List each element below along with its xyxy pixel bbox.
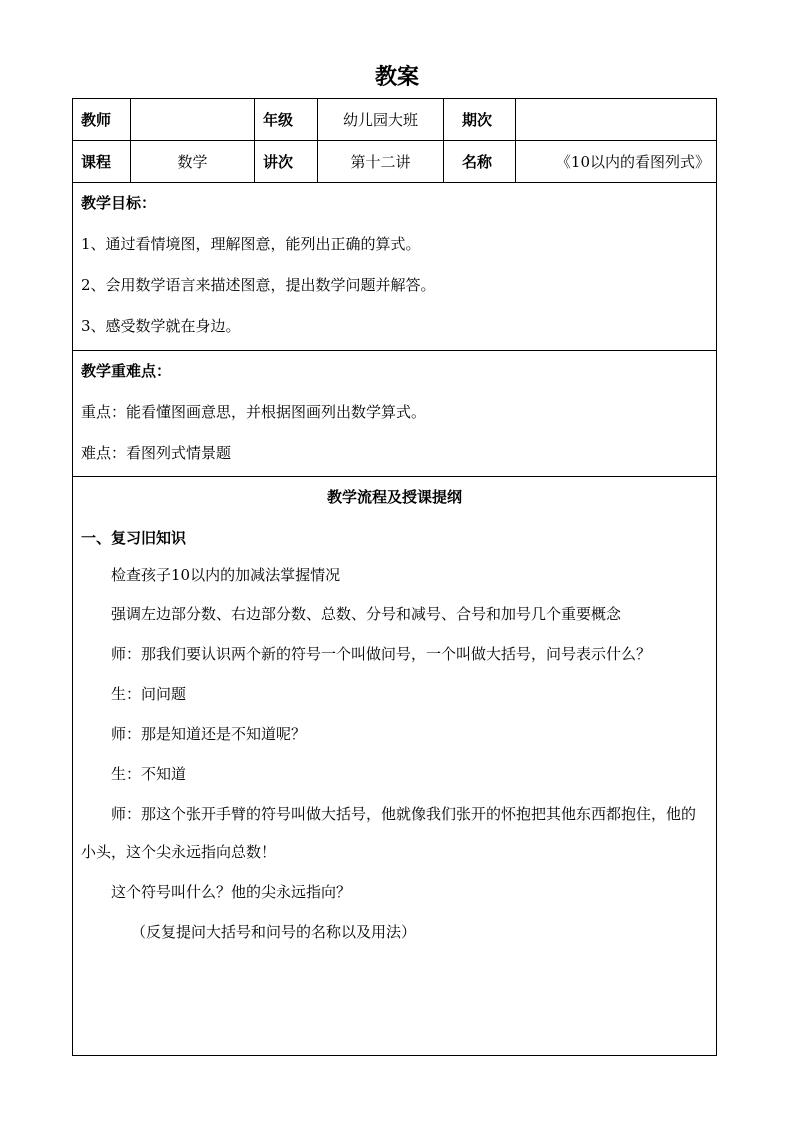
name-label: 名称 xyxy=(444,141,516,183)
period-value xyxy=(516,99,717,141)
process-paragraph: 师：那我们要认识两个新的符号一个叫做问号，一个叫做大括号，问号表示什么？ xyxy=(111,645,652,663)
process-paragraph: （反复提问大括号和问号的名称以及用法） xyxy=(131,923,417,941)
objectives-heading: 教学目标： xyxy=(81,194,157,212)
objective-item: 1、通过看情境图，理解图意，能列出正确的算式。 xyxy=(81,235,421,253)
grade-value: 幼儿园大班 xyxy=(318,99,444,141)
header-row-1 xyxy=(73,99,717,141)
objective-item: 3、感受数学就在身边。 xyxy=(81,317,241,335)
course-value: 数学 xyxy=(131,141,255,183)
keypoints-heading: 教学重难点： xyxy=(81,362,172,380)
teacher-value xyxy=(131,99,255,141)
keypoints-row xyxy=(73,351,717,477)
lecture-label: 讲次 xyxy=(255,141,318,183)
teacher-label: 教师 xyxy=(73,99,131,141)
objectives-row xyxy=(73,183,717,351)
lecture-value: 第十二讲 xyxy=(318,141,444,183)
process-section xyxy=(73,477,717,1056)
keypoint-item: 重点：能看懂图画意思，并根据图画列出数学算式。 xyxy=(81,403,427,421)
process-paragraph: 师：那是知道还是不知道呢？ xyxy=(111,725,307,743)
period-label: 期次 xyxy=(444,99,516,141)
process-heading: 教学流程及授课提纲 xyxy=(326,488,462,506)
keypoints-section xyxy=(73,351,717,477)
process-paragraph: 生：问问题 xyxy=(111,685,187,703)
objectives-section xyxy=(73,183,717,351)
process-paragraph: 这个符号叫什么？他的尖永远指向？ xyxy=(111,883,352,901)
process-paragraph: 检查孩子10以内的加减法掌握情况 xyxy=(111,566,341,584)
grade-label: 年级 xyxy=(255,99,318,141)
course-label: 课程 xyxy=(73,141,131,183)
process-paragraph: 师：那这个张开手臂的符号叫做大括号，他就像我们张开的怀抱把其他东西都抱住，他的小头，这个尖永远指向总数！ xyxy=(81,805,697,861)
objective-item: 2、会用数学语言来描述图意，提出数学问题并解答。 xyxy=(81,276,436,294)
page-title: 教案 xyxy=(374,65,419,90)
section-1-title: 一、复习旧知识 xyxy=(81,529,187,547)
name-value: 《10以内的看图列式》 xyxy=(516,141,717,183)
process-paragraph: 生：不知道 xyxy=(111,765,187,783)
process-paragraph: 强调左边部分数、右边部分数、总数、分号和减号、合号和加号几个重要概念 xyxy=(111,605,622,623)
lesson-plan-table xyxy=(72,98,717,1056)
keypoint-item: 难点：看图列式情景题 xyxy=(81,444,232,462)
header-row-2 xyxy=(73,141,717,183)
process-row xyxy=(73,477,717,1056)
